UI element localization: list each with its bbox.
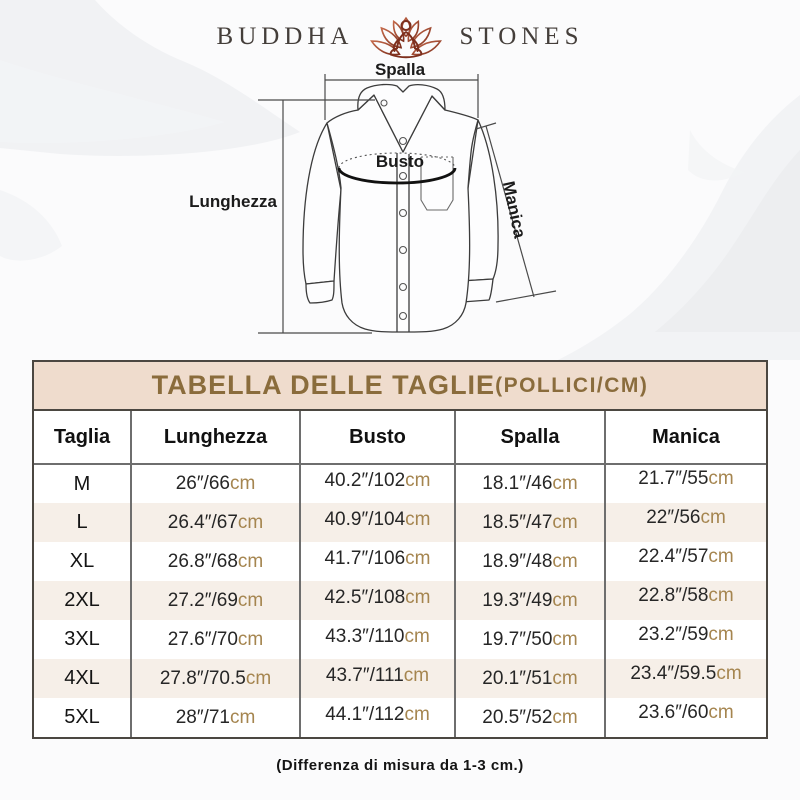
column-header-taglia: Taglia	[34, 411, 131, 464]
measurement-cell: 20.5″/52cm	[455, 698, 605, 737]
measurement-cell: 18.9″/48cm	[455, 542, 605, 581]
brand-name-right: STONES	[459, 23, 584, 50]
brand-name-left: BUDDHA	[216, 23, 354, 50]
label-spalla: Spalla	[374, 60, 426, 79]
measurement-cell: 43.7″/111cm	[300, 659, 455, 698]
measurement-cell: 27.6″/70cm	[131, 620, 300, 659]
measurement-cell: 19.3″/49cm	[455, 581, 605, 620]
size-row-l	[34, 503, 766, 542]
size-row-4xl	[34, 659, 766, 698]
size-label: XL	[69, 550, 95, 572]
column-header-lunghezza: Lunghezza	[131, 411, 300, 464]
table-title	[34, 362, 766, 411]
measurement-cell: 18.1″/46cm	[455, 464, 605, 503]
size-row-xl	[34, 542, 766, 581]
size-row-5xl	[34, 698, 766, 737]
measurement-cell: 18.5″/47cm	[455, 503, 605, 542]
measurement-cell: 22″/56cm	[605, 503, 766, 542]
measurement-cell: 26.4″/67cm	[131, 503, 300, 542]
size-label: 4XL	[64, 667, 100, 689]
footnote: (Differenza di misura da 1-3 cm.)	[276, 757, 524, 774]
column-header-spalla: Spalla	[455, 411, 605, 464]
measurement-cell: 26.8″/68cm	[131, 542, 300, 581]
measurement-cell: 22.8″/58cm	[605, 581, 766, 620]
shirt-line-art	[303, 84, 498, 332]
table-title-main: TABELLA DELLE TAGLIE	[151, 370, 496, 400]
size-label: M	[73, 472, 91, 495]
table-title-units: (POLLICI/CM)	[495, 373, 649, 397]
measurement-cell: 28″/71cm	[131, 698, 300, 737]
size-label: 5XL	[64, 706, 100, 728]
brand-logo	[0, 6, 800, 68]
measurement-cell: 23.6″/60cm	[605, 698, 766, 737]
measurement-cell: 43.3″/110cm	[300, 620, 455, 659]
size-label: 3XL	[64, 628, 100, 650]
measurement-cell: 23.4″/59.5cm	[605, 659, 766, 698]
label-busto: Busto	[375, 152, 425, 171]
measurement-cell: 40.2″/102cm	[300, 464, 455, 503]
measurement-cell: 40.9″/104cm	[300, 503, 455, 542]
lotus-meditation-icon	[365, 8, 447, 66]
label-manica: Manica	[498, 179, 530, 240]
measurement-cell: 44.1″/112cm	[300, 698, 455, 737]
measurement-cell: 27.8″/70.5cm	[131, 659, 300, 698]
size-label: 2XL	[64, 589, 100, 611]
column-header-manica: Manica	[605, 411, 766, 464]
size-table	[32, 360, 768, 739]
column-header-busto: Busto	[300, 411, 455, 464]
label-lunghezza: Lunghezza	[189, 192, 277, 211]
measurement-cell: 22.4″/57cm	[605, 542, 766, 581]
measurement-cell: 26″/66cm	[131, 464, 300, 503]
size-row-3xl	[34, 620, 766, 659]
table-header-row	[34, 411, 766, 464]
size-row-2xl	[34, 581, 766, 620]
measurement-cell: 27.2″/69cm	[131, 581, 300, 620]
size-label: L	[76, 511, 88, 533]
measurement-cell: 20.1″/51cm	[455, 659, 605, 698]
measurement-cell: 21.7″/55cm	[605, 464, 766, 503]
measurement-cell: 42.5″/108cm	[300, 581, 455, 620]
measurement-cell: 41.7″/106cm	[300, 542, 455, 581]
size-row-m	[34, 464, 766, 503]
measurement-cell: 23.2″/59cm	[605, 620, 766, 659]
measurement-cell: 19.7″/50cm	[455, 620, 605, 659]
